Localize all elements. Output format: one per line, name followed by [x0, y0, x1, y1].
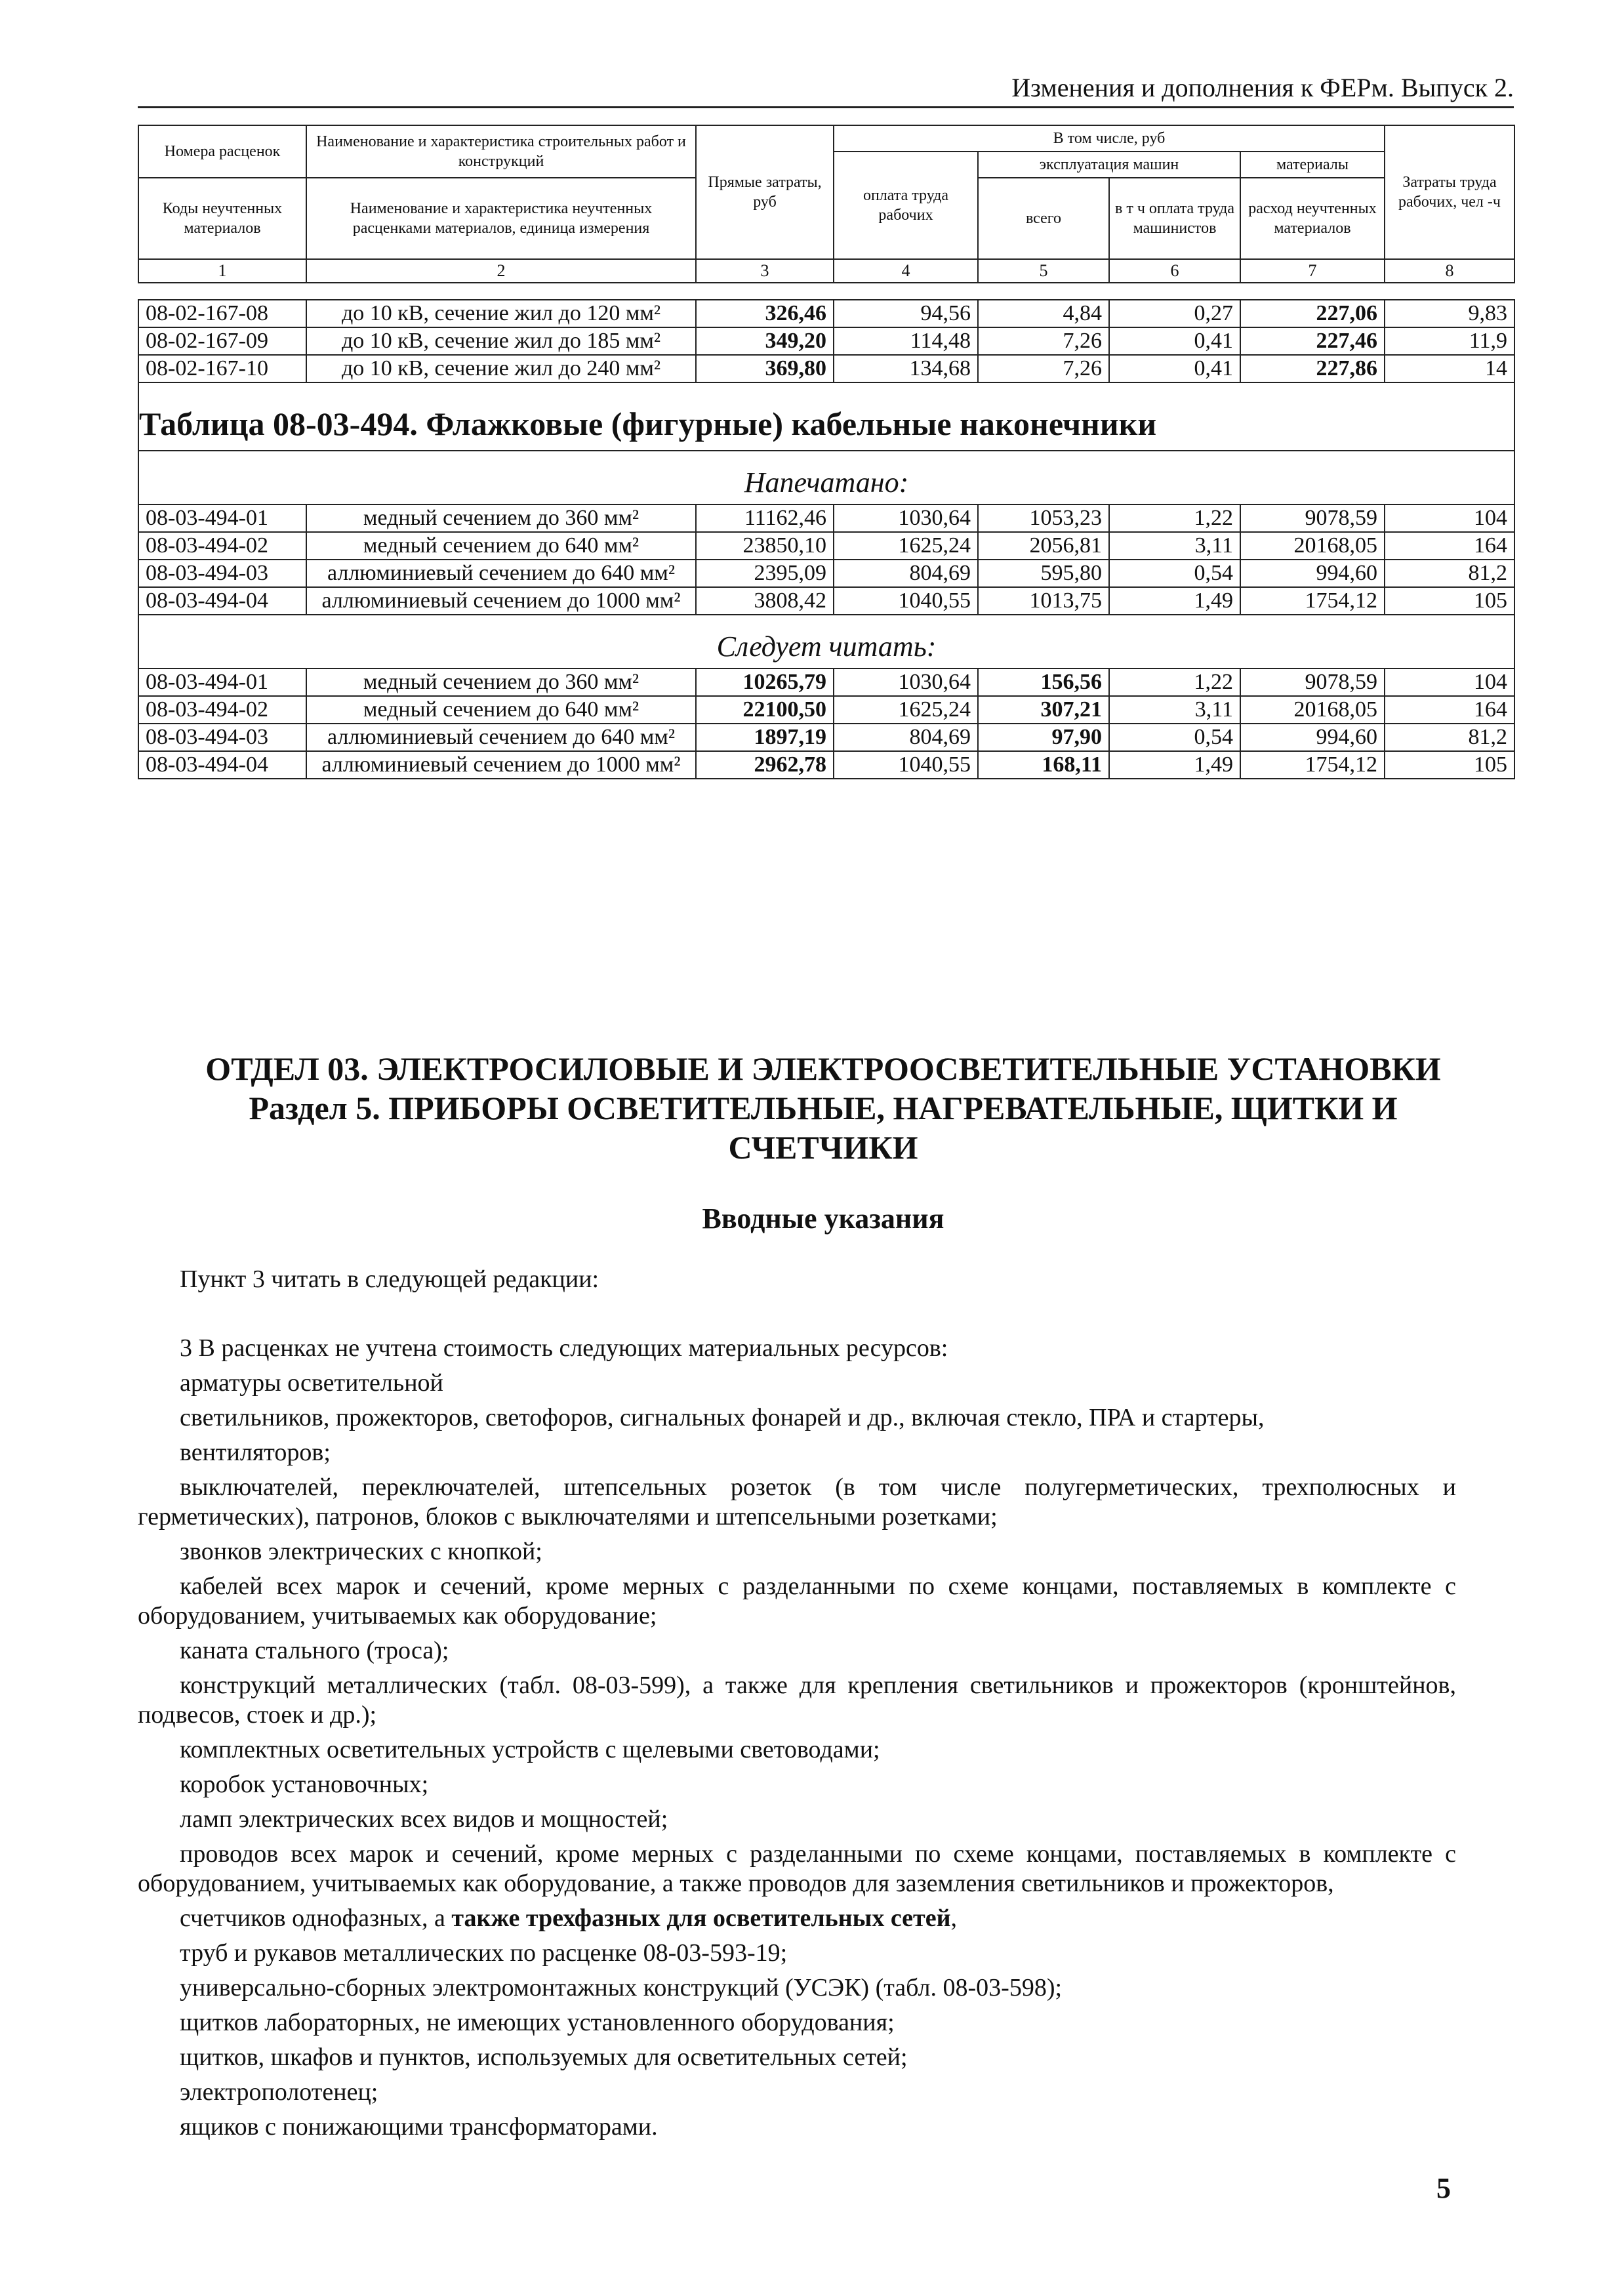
- list-item: универсально-сборных электромонтажных конструкций (УСЭК) (табл. 08-03-598);: [180, 1974, 1063, 2002]
- list-item: светильников, прожекторов, светофоров, сигнальных фонарей и др., включая стекло, ПРА и стартеры,: [180, 1404, 1265, 1431]
- table-row: [138, 696, 1514, 724]
- running-header: Изменения и дополнения к ФЕРм. Выпуск 2.: [138, 71, 1514, 108]
- column-number: 1: [138, 259, 306, 283]
- list-item: труб и рукавов металлических по расценке 08-03-593-19;: [180, 1939, 788, 1967]
- cell-direct: 1897,19: [696, 724, 834, 751]
- department-title: ОТДЕЛ 03. ЭЛЕКТРОСИЛОВЫЕ И ЭЛЕКТРООСВЕТИТЕЛЬНЫЕ УСТАНОВКИ: [205, 1050, 1441, 1087]
- cell-labor: 804,69: [834, 724, 978, 751]
- cell-desc: до 10 кВ, сечение жил до 185 мм²: [306, 327, 696, 355]
- cell-code: 08-03-494-03: [138, 724, 306, 751]
- cell-labor: 1040,55: [834, 751, 978, 779]
- rates-table: [138, 299, 1515, 779]
- cell-desc: аллюминиевый сечением до 640 мм²: [306, 560, 696, 587]
- page-number: 5: [1436, 2172, 1451, 2204]
- cell-direct: 10265,79: [696, 668, 834, 696]
- cell-machines: 7,26: [978, 355, 1109, 382]
- clause-3: 3 В расценках не учтена стоимость следующих материальных ресурсов:: [180, 1334, 948, 1362]
- cell-direct: 369,80: [696, 355, 834, 382]
- column-number: 6: [1109, 259, 1240, 283]
- cell-machines: 168,11: [978, 751, 1109, 779]
- list-item: арматуры осветительной: [180, 1369, 443, 1397]
- header-rate-numbers: Номера расценок: [138, 125, 306, 178]
- cell-code: 08-03-494-04: [138, 751, 306, 779]
- cell-direct: 23850,10: [696, 532, 834, 560]
- cell-materials: 227,46: [1240, 327, 1385, 355]
- cell-direct: 22100,50: [696, 696, 834, 724]
- column-number: 2: [306, 259, 696, 283]
- table-column-header: [138, 125, 1515, 283]
- list-item: счетчиков однофазных, а также трехфазных для осветительных сетей,: [180, 1904, 957, 1932]
- table-title: Таблица 08-03-494. Флажковые (фигурные) кабельные наконечники: [138, 382, 1514, 451]
- cell-labor: 94,56: [834, 300, 978, 327]
- cell-materials: 9078,59: [1240, 504, 1385, 532]
- column-number: 8: [1385, 259, 1514, 283]
- cell-machinists: 0,41: [1109, 355, 1240, 382]
- cell-hours: 14: [1385, 355, 1514, 382]
- header-material-codes: Коды неучтенных материалов: [138, 178, 306, 259]
- cell-hours: 81,2: [1385, 560, 1514, 587]
- cell-desc: аллюминиевый сечением до 640 мм²: [306, 724, 696, 751]
- table-row: [138, 355, 1514, 382]
- cell-direct: 3808,42: [696, 587, 834, 615]
- column-number: 5: [978, 259, 1109, 283]
- cell-machines: 7,26: [978, 327, 1109, 355]
- cell-hours: 104: [1385, 504, 1514, 532]
- cell-labor: 114,48: [834, 327, 978, 355]
- cell-machinists: 0,54: [1109, 560, 1240, 587]
- table-row: [138, 504, 1514, 532]
- cell-machines: 97,90: [978, 724, 1109, 751]
- cell-hours: 164: [1385, 532, 1514, 560]
- cell-machines: 4,84: [978, 300, 1109, 327]
- cell-machinists: 0,54: [1109, 724, 1240, 751]
- cell-labor: 1625,24: [834, 532, 978, 560]
- header-labor-hours: Затраты труда рабочих, чел -ч: [1385, 125, 1514, 259]
- cell-labor: 1040,55: [834, 587, 978, 615]
- table-row: [138, 300, 1514, 327]
- cell-hours: 81,2: [1385, 724, 1514, 751]
- cell-machinists: 1,49: [1109, 587, 1240, 615]
- cell-labor: 1625,24: [834, 696, 978, 724]
- header-materials: материалы: [1240, 152, 1385, 178]
- table-row: [138, 532, 1514, 560]
- cell-desc: медный сечением до 640 мм²: [306, 696, 696, 724]
- column-number: 7: [1240, 259, 1385, 283]
- cell-machines: 1053,23: [978, 504, 1109, 532]
- list-item: щитков, шкафов и пунктов, используемых для осветительных сетей;: [180, 2043, 908, 2071]
- cell-desc: до 10 кВ, сечение жил до 120 мм²: [306, 300, 696, 327]
- cell-desc: аллюминиевый сечением до 1000 мм²: [306, 587, 696, 615]
- list-item: коробок установочных;: [180, 1771, 429, 1798]
- cell-code: 08-02-167-10: [138, 355, 306, 382]
- cell-hours: 104: [1385, 668, 1514, 696]
- cell-machinists: 0,27: [1109, 300, 1240, 327]
- section-title-continued: СЧЕТЧИКИ: [728, 1129, 918, 1166]
- cell-materials: 227,86: [1240, 355, 1385, 382]
- cell-direct: 349,20: [696, 327, 834, 355]
- cell-machines: 1013,75: [978, 587, 1109, 615]
- table-row: [138, 668, 1514, 696]
- cell-hours: 105: [1385, 751, 1514, 779]
- cell-machinists: 1,49: [1109, 751, 1240, 779]
- table-row: [138, 724, 1514, 751]
- cell-hours: 105: [1385, 587, 1514, 615]
- header-work-name: Наименование и характеристика строительных работ и конструкций: [306, 125, 696, 178]
- cell-machinists: 1,22: [1109, 504, 1240, 532]
- cell-machines: 156,56: [978, 668, 1109, 696]
- cell-code: 08-03-494-01: [138, 504, 306, 532]
- header-machines-total: всего: [978, 178, 1109, 259]
- list-item: ящиков с понижающими трансформаторами.: [180, 2113, 658, 2141]
- table-row: [138, 560, 1514, 587]
- list-item: кабелей всех марок и сечений, кроме мерных с разделанными по схеме концами, поставляемых в комплекте с оборудованием, учитываемых как оборудование;: [138, 1572, 1456, 1630]
- cell-hours: 9,83: [1385, 300, 1514, 327]
- cell-materials: 227,06: [1240, 300, 1385, 327]
- cell-hours: 164: [1385, 696, 1514, 724]
- list-item: звонков электрических с кнопкой;: [180, 1538, 542, 1565]
- cell-code: 08-03-494-02: [138, 696, 306, 724]
- cell-code: 08-03-494-03: [138, 560, 306, 587]
- cell-labor: 134,68: [834, 355, 978, 382]
- cell-code: 08-02-167-09: [138, 327, 306, 355]
- cell-hours: 11,9: [1385, 327, 1514, 355]
- read-banner: Следует читать:: [138, 615, 1514, 668]
- header-materials-consumption: расход неучтенных материалов: [1240, 178, 1385, 259]
- cell-materials: 1754,12: [1240, 587, 1385, 615]
- cell-machines: 2056,81: [978, 532, 1109, 560]
- cell-labor: 804,69: [834, 560, 978, 587]
- cell-code: 08-03-494-04: [138, 587, 306, 615]
- cell-code: 08-03-494-01: [138, 668, 306, 696]
- cell-materials: 994,60: [1240, 724, 1385, 751]
- table-row: [138, 587, 1514, 615]
- column-number: 4: [834, 259, 978, 283]
- cell-code: 08-03-494-02: [138, 532, 306, 560]
- list-item: электрополотенец;: [180, 2078, 378, 2106]
- list-item: ламп электрических всех видов и мощностей;: [180, 1805, 668, 1833]
- cell-machinists: 3,11: [1109, 696, 1240, 724]
- cell-desc: аллюминиевый сечением до 1000 мм²: [306, 751, 696, 779]
- printed-banner: Напечатано:: [138, 451, 1514, 504]
- header-machines: эксплуатация машин: [978, 152, 1240, 178]
- cell-materials: 20168,05: [1240, 696, 1385, 724]
- cell-labor: 1030,64: [834, 668, 978, 696]
- cell-direct: 326,46: [696, 300, 834, 327]
- list-item: комплектных осветительных устройств с щелевыми световодами;: [180, 1736, 880, 1763]
- cell-machinists: 0,41: [1109, 327, 1240, 355]
- table-row: [138, 327, 1514, 355]
- column-number: 3: [696, 259, 834, 283]
- cell-desc: медный сечением до 640 мм²: [306, 532, 696, 560]
- cell-machines: 307,21: [978, 696, 1109, 724]
- cell-code: 08-02-167-08: [138, 300, 306, 327]
- intro-paragraph: Пункт 3 читать в следующей редакции:: [180, 1265, 599, 1293]
- cell-desc: медный сечением до 360 мм²: [306, 668, 696, 696]
- cell-materials: 9078,59: [1240, 668, 1385, 696]
- cell-materials: 1754,12: [1240, 751, 1385, 779]
- cell-desc: до 10 кВ, сечение жил до 240 мм²: [306, 355, 696, 382]
- list-item: проводов всех марок и сечений, кроме мерных с разделанными по схеме концами, поставляемых в комплекте с оборудованием, учитываемых как оборудование, а также проводов для заземления светильников и прожекторов,: [138, 1840, 1456, 1897]
- table-row: [138, 751, 1514, 779]
- list-item: выключателей, переключателей, штепсельных розеток (в том числе полугерметических, трехполюсных и герметических), патронов, блоков с выключателями и штепсельными розетками;: [138, 1473, 1456, 1530]
- cell-direct: 2962,78: [696, 751, 834, 779]
- list-item: щитков лабораторных, не имеющих установленного оборудования;: [180, 2009, 895, 2036]
- intro-heading: Вводные указания: [702, 1202, 944, 1235]
- cell-machines: 595,80: [978, 560, 1109, 587]
- cell-direct: 11162,46: [696, 504, 834, 532]
- header-including: В том числе, руб: [834, 125, 1385, 152]
- list-item: вентиляторов;: [180, 1439, 331, 1466]
- header-labor-pay: оплата труда рабочих: [834, 152, 978, 259]
- body-text: [138, 1265, 1456, 2147]
- section-title: Раздел 5. ПРИБОРЫ ОСВЕТИТЕЛЬНЫЕ, НАГРЕВАТЕЛЬНЫЕ, ЩИТКИ И: [249, 1090, 1398, 1126]
- cell-materials: 994,60: [1240, 560, 1385, 587]
- header-direct-costs: Прямые затраты, руб: [696, 125, 834, 259]
- cell-direct: 2395,09: [696, 560, 834, 587]
- cell-machinists: 1,22: [1109, 668, 1240, 696]
- list-item: конструкций металлических (табл. 08-03-599), а также для крепления светильников и прожекторов (кронштейнов, подвесов, стоек и др.);: [138, 1672, 1456, 1729]
- header-material-names: Наименование и характеристика неучтенных расценками материалов, единица измерения: [306, 178, 696, 259]
- header-machinists-pay: в т ч оплата труда машинистов: [1109, 178, 1240, 259]
- cell-materials: 20168,05: [1240, 532, 1385, 560]
- list-item: каната стального (троса);: [180, 1637, 449, 1664]
- cell-machinists: 3,11: [1109, 532, 1240, 560]
- cell-desc: медный сечением до 360 мм²: [306, 504, 696, 532]
- cell-labor: 1030,64: [834, 504, 978, 532]
